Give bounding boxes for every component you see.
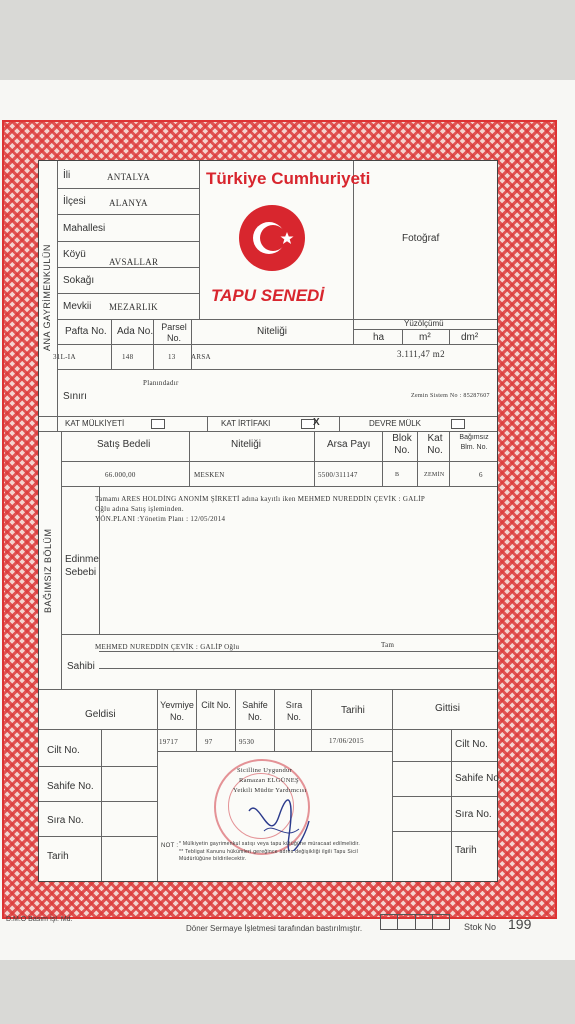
stok-boxes: [380, 914, 450, 930]
kat-irtifaki-label: KAT İRTİFAKI: [221, 419, 271, 428]
section-label-property: ANA GAYRİMENKULÜN: [42, 244, 52, 351]
sahibi-value: MEHMED NUREDDİN ÇEVİK : GALİP Oğlu: [95, 643, 240, 651]
sahibi-share: Tam: [381, 641, 395, 649]
col-ada: Ada No.: [117, 326, 154, 337]
devre-mulk-label: DEVRE MÜLK: [369, 419, 422, 428]
col-dm2: dm²: [461, 332, 479, 343]
blok-value: B: [395, 472, 400, 478]
col-unit-nitelik: Niteliği: [231, 439, 262, 450]
kat-mulkiyeti-checkbox[interactable]: [151, 419, 165, 429]
ilce-value: ALANYA: [109, 198, 148, 208]
col-satis: Satış Bedeli: [97, 439, 151, 450]
mevki-value: MEZARLIK: [109, 302, 158, 312]
left-row-sira: Sıra No.: [47, 815, 84, 826]
il-value: ANTALYA: [107, 172, 150, 182]
mevki-label: Mevkii: [63, 301, 92, 312]
zemin-sistem: Zemin Sistem No : 85287607: [411, 393, 490, 399]
republic-title: Türkiye Cumhuriyeti: [206, 169, 371, 188]
m2-value: 3.111,47 m2: [397, 349, 445, 359]
col-ha: ha: [373, 332, 385, 343]
edinme-line-1: Tamamı ARES HOLDİNG ANONİM ŞİRKETİ adına kayıtlı iken MEHMED NUREDDİN ÇEVİK : GALİP: [95, 495, 426, 503]
devre-mulk-checkbox[interactable]: [451, 419, 465, 429]
col-yevmiye: Yevmiye No.: [160, 700, 194, 722]
cilt-value: 97: [205, 738, 213, 746]
deed-title: TAPU SENEDİ: [211, 286, 325, 305]
bagimsiz-value: 6: [479, 471, 483, 479]
col-sira: Sıra No.: [285, 700, 303, 722]
parsel-value: 13: [168, 353, 176, 361]
printed-by: Döner Sermaye İşletmesi tarafından bastırılmıştır.: [186, 924, 363, 933]
edinme-label: Edinme Sebebi: [65, 554, 99, 578]
edinme-line-3: YÖN.PLANI :Yönetim Planı : 12/05/2014: [95, 515, 226, 523]
mahalle-label: Mahallesi: [63, 223, 106, 234]
left-row-sahife: Sahife No.: [47, 781, 94, 792]
stamp-line-1: Sicilline Uygundur: [237, 767, 293, 774]
sahife-value: 9530: [239, 738, 255, 746]
pafta-value: 31L-IA: [53, 353, 76, 361]
note-label: NOT :: [161, 843, 179, 849]
col-nitelik: Niteliği: [257, 326, 288, 337]
stamp-line-2: Ramazan ELGÜNEŞ: [239, 777, 299, 784]
printer-label: D.M.O Basım İşl. Md.: [6, 916, 73, 923]
nitelik-value: ARSA: [191, 353, 211, 361]
col-bagimsiz: Bağımsız Blm. No.: [459, 434, 489, 451]
arsa-value: 5500/311147: [318, 471, 358, 479]
right-row-tarih: Tarih: [455, 845, 477, 856]
stok-label: Stok No: [464, 922, 497, 932]
area-header: Yüzölçümü: [404, 319, 444, 328]
col-arsa: Arsa Payı: [327, 439, 371, 450]
siniri-label: Sınırı: [63, 391, 87, 402]
yevmiye-value: 19717: [159, 738, 178, 746]
il-label: İli: [63, 170, 71, 181]
col-tarih: Tarihi: [341, 705, 365, 716]
right-row-sira: Sıra No.: [455, 809, 492, 820]
col-blok: Blok No.: [392, 433, 412, 456]
note-1: * Mülkiyetin gayrimenkul satışı veya tapu kütüğüne müracaat edilmelidir.: [179, 841, 361, 847]
koy-value: AVSALLAR: [109, 257, 159, 267]
stok-value: 199: [508, 916, 532, 932]
right-row-cilt: Cilt No.: [455, 739, 488, 750]
kat-value: ZEMİN: [424, 472, 445, 478]
stamp-line-3: Yetkili Müdür Yardımcısı: [233, 787, 307, 794]
col-m2: m²: [419, 332, 431, 343]
ilce-label: İlçesi: [63, 196, 86, 207]
crescent-star-icon: [239, 205, 305, 271]
col-kat: Kat No.: [427, 433, 443, 456]
deed-form: [38, 160, 502, 882]
note-2: ** Tebligat Kanunu hükümleri gereğince adres değişikliği ilgili Tapu Sicil Müdürlüğüne bildirilecektir.: [179, 849, 359, 862]
edinme-line-2: Oğlu adına Satış işleminden.: [95, 505, 184, 513]
left-row-tarih: Tarih: [47, 851, 69, 862]
right-row-sahife: Sahife No.: [455, 773, 502, 784]
col-parsel: Parsel No.: [161, 322, 187, 343]
geldisi-label: Geldisi: [85, 709, 116, 720]
col-cilt: Cilt No.: [201, 700, 231, 710]
left-row-cilt: Cilt No.: [47, 745, 80, 756]
col-sahife: Sahife No.: [242, 700, 268, 722]
satis-value: 66.000,00: [105, 471, 136, 479]
photo-label: Fotoğraf: [402, 233, 440, 244]
sahibi-label: Sahibi: [67, 661, 95, 672]
gittisi-label: Gittisi: [435, 703, 460, 714]
sokak-label: Sokağı: [63, 275, 95, 286]
col-pafta: Pafta No.: [65, 326, 107, 337]
tarih-value: 17/06/2015: [329, 737, 364, 745]
unit-nitelik-value: MESKEN: [194, 471, 225, 479]
kat-mulkiyeti-label: KAT MÜLKİYETİ: [65, 419, 125, 428]
ada-value: 148: [122, 353, 134, 361]
siniri-value: Planındadır: [143, 379, 179, 387]
section-label-unit: BAĞIMSIZ BÖLÜM: [43, 528, 53, 613]
kat-irtifaki-mark: X: [313, 417, 320, 428]
koy-label: Köyü: [63, 249, 86, 260]
